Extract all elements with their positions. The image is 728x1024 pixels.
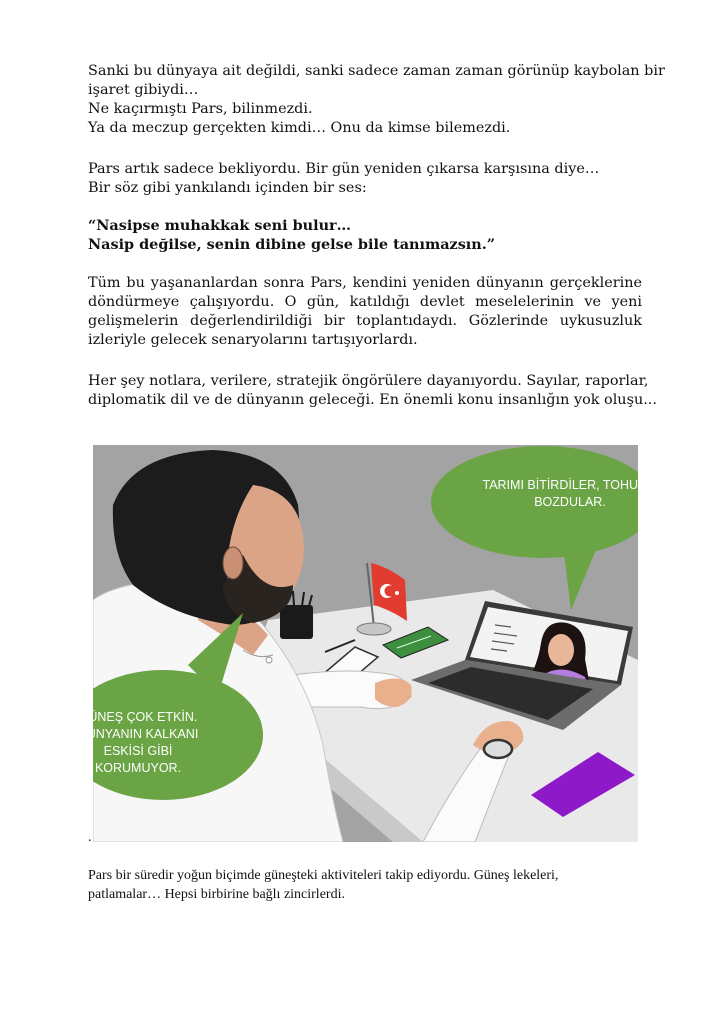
bubble-right-text: TARIMI BİTİRDİLER, TOHUMU BOZDULAR.	[482, 478, 658, 509]
paragraph-4	[88, 372, 657, 410]
quote-line: Nasip değilse, senin dibine gelse bile tanımazsın.”	[88, 236, 496, 253]
text-line: Pars artık sadece bekliyordu. Bir gün yeniden çıkarsa karşısına diye…	[88, 161, 600, 177]
woman-face	[548, 634, 574, 666]
man-ear	[223, 547, 243, 579]
flag-star	[395, 591, 399, 595]
shirt-button	[266, 657, 272, 663]
text-line: işaret gibiydi…	[88, 82, 199, 98]
text-line: Sanki bu dünyaya ait değildi, sanki sadece zaman zaman görünüp kaybolan bir	[88, 63, 665, 79]
text-line: Ya da meczup gerçekten kimdi… Onu da kimse bilemezdi.	[88, 120, 511, 136]
paragraph-2	[88, 160, 642, 198]
text-line: Ne kaçırmıştı Pars, bilinmezdi.	[88, 101, 313, 117]
stray-dot: .	[88, 830, 92, 845]
paragraph-3: Tüm bu yaşananlardan sonra Pars, kendini yeniden dünyanın gerçeklerine döndürmeye çalışıyordu. O gün, katıldığı devlet meselelerinin ve yeni gelişmelerin değerlendirildiği bir toplantıdaydı. Gözlerinde uykusuzluk izleriyle gelecek senaryolarını tartışıyorlardı.	[88, 275, 642, 348]
text-line: Pars bir süredir yoğun biçimde güneşteki aktiviteleri takip ediyordu. Güneş lekeleri,	[88, 868, 559, 883]
text-line: Her şey notlara, verilere, stratejik öngörülere dayanıyordu. Sayılar, raporlar,	[88, 373, 649, 389]
quote-line: “Nasipse muhakkak seni bulur…	[88, 217, 352, 234]
text-line: patlamalar… Hepsi birbirine bağlı zincirlerdi.	[88, 887, 345, 902]
text-line: diplomatik dil ve de dünyanın geleceği. En önemli konu insanlığın yok oluşu...	[88, 392, 657, 408]
text-line: Bir söz gibi yankılandı içinden bir ses:	[88, 180, 367, 196]
wristwatch	[484, 740, 512, 758]
caption-paragraph	[88, 866, 648, 904]
pen-holder	[280, 605, 313, 639]
flag-base	[357, 623, 391, 635]
quote-block	[88, 216, 642, 254]
bubble-left-text: GÜNEŞ ÇOK ETKİN. DÜNYANIN KALKANI ESKİSİ GİBİ KORUMUYOR.	[77, 710, 199, 775]
paragraph-1	[88, 62, 665, 138]
